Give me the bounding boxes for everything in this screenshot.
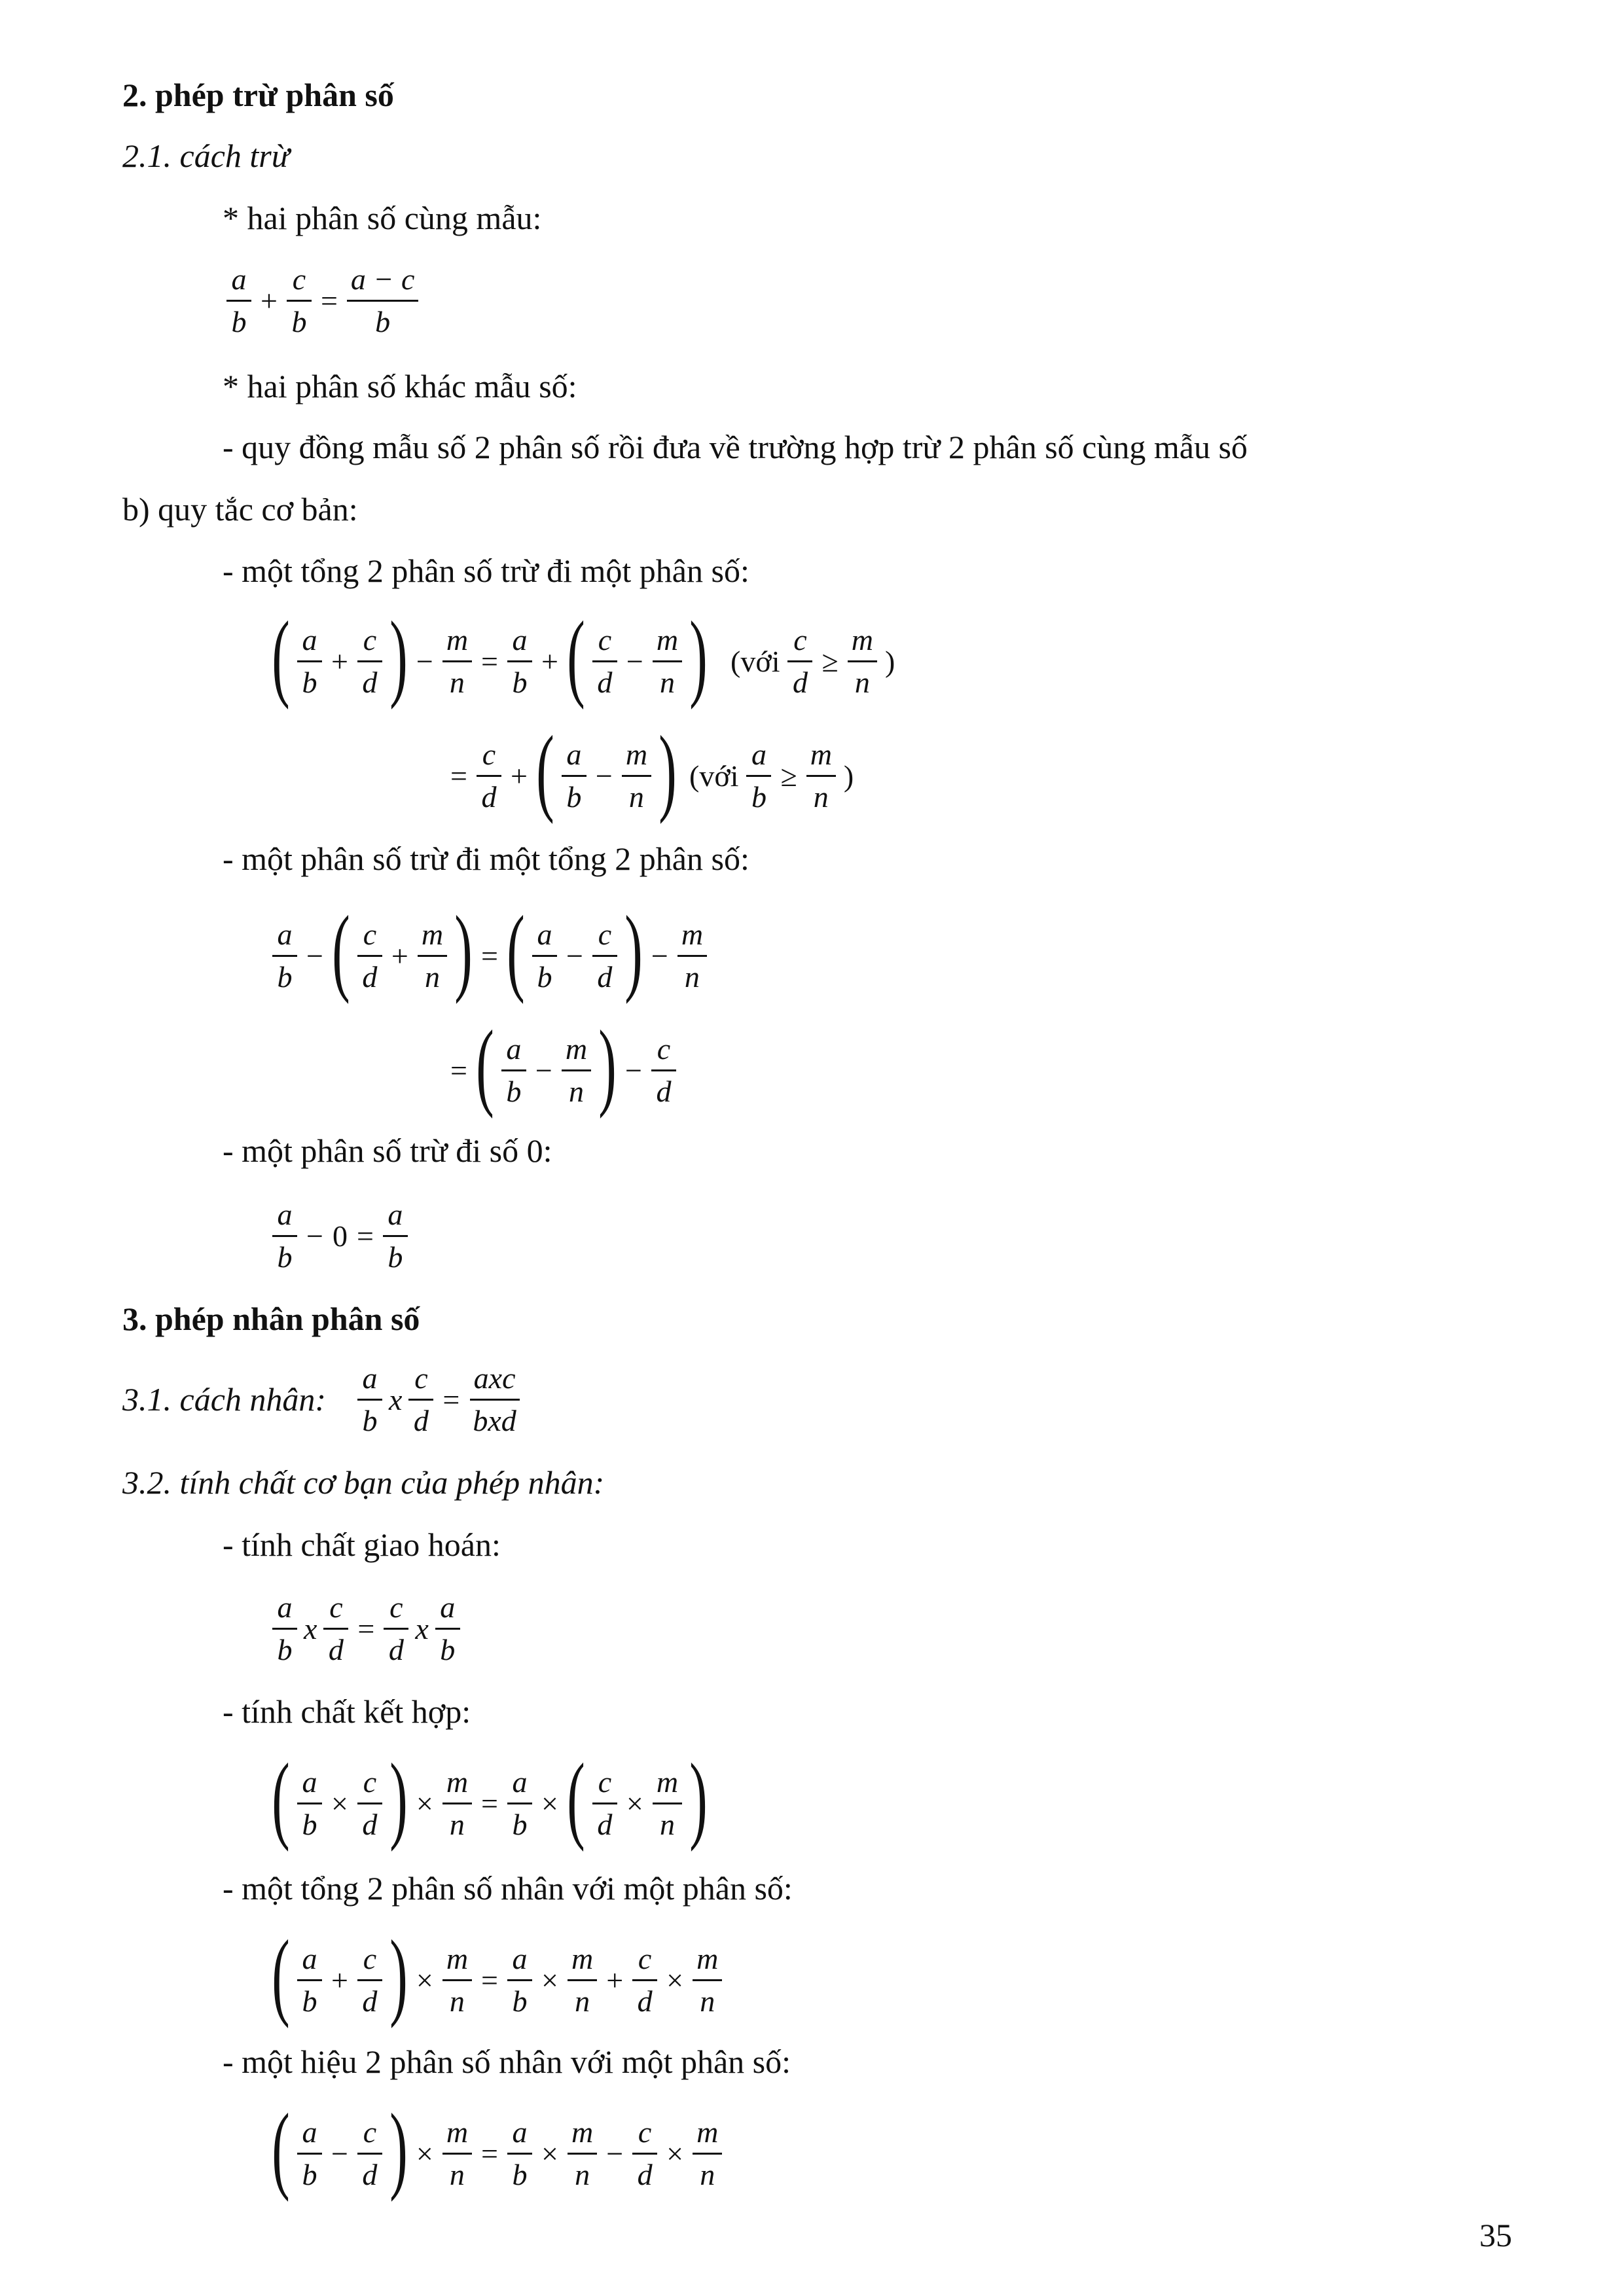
- fraction-denominator: d: [413, 1404, 429, 1437]
- fraction-numerator: a: [383, 1194, 408, 1237]
- fraction-denominator: n: [628, 780, 644, 814]
- formula-multiplication: [353, 1358, 524, 1441]
- fraction-numerator: a: [297, 2112, 322, 2155]
- fraction-numerator: a: [501, 1029, 526, 1071]
- fraction: [507, 2112, 532, 2195]
- formula-minus-sum-1: [268, 896, 711, 1005]
- fraction-numerator: c: [592, 1762, 617, 1804]
- fraction-denominator: b: [512, 665, 528, 699]
- parenthesis: (: [507, 896, 525, 1005]
- fraction: [632, 2112, 657, 2195]
- math-operator: ×: [541, 1786, 558, 1820]
- difference-times-fraction-label: - một hiệu 2 phân số nhân với một phân số:: [223, 2043, 791, 2080]
- math-operator: ×: [541, 1963, 558, 1997]
- math-operator: −: [306, 1219, 323, 1253]
- fraction-numerator: m: [568, 2112, 597, 2155]
- fraction-denominator: n: [449, 1807, 465, 1841]
- fraction-numerator: a: [297, 620, 322, 662]
- fraction-numerator: m: [442, 1762, 472, 1804]
- fraction-numerator: c: [477, 734, 501, 777]
- fraction: [592, 620, 617, 703]
- parenthesis: (: [272, 1920, 290, 2029]
- fraction: [357, 1762, 382, 1845]
- fraction: [226, 259, 251, 342]
- fraction-numerator: m: [568, 1939, 597, 1981]
- fraction-numerator: c: [287, 259, 312, 302]
- parenthesis: (: [567, 601, 585, 710]
- parenthesis: (: [536, 716, 554, 825]
- fraction-numerator: m: [693, 2112, 722, 2155]
- fraction-numerator: m: [418, 914, 447, 957]
- formula-sum-minus-2: [445, 716, 857, 825]
- fraction-numerator: a: [297, 1762, 322, 1804]
- fraction-numerator: m: [677, 914, 707, 957]
- math-operator: ×: [666, 2136, 684, 2170]
- math-operator: ×: [666, 1963, 684, 1997]
- fraction-denominator: d: [792, 665, 808, 699]
- math-operator: ≥: [821, 644, 839, 678]
- commutative-label: - tính chất giao hoán:: [223, 1526, 501, 1563]
- formula-distributive-difference: [268, 2094, 726, 2202]
- formula-minus-zero: [268, 1194, 412, 1278]
- fraction: [532, 914, 557, 997]
- fraction-numerator: m: [622, 734, 651, 777]
- math-operator: −: [416, 644, 433, 678]
- parenthesis: ): [389, 1920, 408, 2029]
- fraction-denominator: n: [449, 2157, 465, 2191]
- parenthesis: ): [389, 601, 408, 710]
- formula-sum-minus-1: [268, 601, 899, 710]
- fraction-numerator: c: [632, 2112, 657, 2155]
- math-operator: ×: [416, 1963, 433, 1997]
- math-operator: +: [606, 1963, 624, 1997]
- fraction-numerator: m: [653, 620, 682, 662]
- fraction: [357, 1358, 382, 1441]
- fraction: [693, 2112, 722, 2195]
- fraction-denominator: d: [362, 960, 378, 994]
- math-operator: −: [566, 939, 583, 973]
- fraction-numerator: a: [746, 734, 771, 777]
- fraction-denominator: d: [637, 2157, 653, 2191]
- fraction: [383, 1194, 408, 1278]
- fraction-denominator: b: [302, 1807, 317, 1841]
- fraction-denominator: d: [362, 1984, 378, 2018]
- parenthesis: ): [689, 601, 708, 710]
- section-3-heading: 3. phép nhân phân số: [122, 1300, 420, 1337]
- fraction: [357, 914, 382, 997]
- fraction: [568, 2112, 597, 2195]
- parenthesis: (: [272, 1744, 290, 1852]
- fraction-denominator: b: [751, 780, 767, 814]
- fraction-denominator: b: [512, 1807, 528, 1841]
- fraction-numerator: m: [442, 620, 472, 662]
- math-operator: =: [357, 1612, 375, 1645]
- same-denominator-label: * hai phân số cùng mẫu:: [223, 200, 542, 236]
- fraction: [357, 1939, 382, 2022]
- math-operator: ×: [416, 2136, 433, 2170]
- math-operator: +: [331, 644, 348, 678]
- fraction-denominator: b: [440, 1633, 456, 1666]
- parenthesis: ): [598, 1011, 617, 1119]
- formula-distributive-sum: [268, 1920, 726, 2029]
- fraction: [297, 620, 322, 703]
- formula-same-denominator: [223, 259, 422, 342]
- fraction: [562, 1029, 591, 1112]
- fraction-numerator: c: [323, 1587, 348, 1630]
- math-operator: −: [595, 759, 613, 793]
- math-text: (với: [689, 759, 739, 793]
- fraction-denominator: b: [277, 1240, 293, 1274]
- fraction-denominator: n: [449, 1984, 465, 2018]
- math-operator: +: [510, 759, 528, 793]
- subsection-3-2: 3.2. tính chất cơ bạn của phép nhân:: [122, 1464, 605, 1501]
- fraction-denominator: b: [362, 1404, 378, 1437]
- formula-commutative: [268, 1587, 464, 1670]
- associative-label: - tính chất kết hợp:: [223, 1693, 471, 1730]
- fraction-numerator: m: [442, 2112, 472, 2155]
- fraction-numerator: c: [632, 1939, 657, 1981]
- math-text: ): [884, 644, 895, 678]
- fraction: [568, 1939, 597, 2022]
- math-text: ): [843, 759, 854, 793]
- fraction-numerator: c: [357, 1762, 382, 1804]
- fraction-numerator: a: [507, 620, 532, 662]
- fraction-denominator: b: [537, 960, 552, 994]
- fraction-denominator: b: [277, 1633, 293, 1666]
- fraction-numerator: c: [592, 620, 617, 662]
- sum-times-fraction-label: - một tổng 2 phân số nhân với một phân số:: [223, 1870, 793, 1907]
- different-denominator-label: * hai phân số khác mẫu số:: [223, 368, 577, 404]
- fraction: [442, 620, 472, 703]
- subsection-2-1: 2.1. cách trừ: [122, 137, 290, 174]
- fraction: [653, 620, 682, 703]
- fraction: [272, 914, 297, 997]
- parenthesis: (: [272, 601, 290, 710]
- fraction-numerator: a: [507, 1939, 532, 1981]
- fraction-denominator: d: [362, 1807, 378, 1841]
- fraction-denominator: n: [659, 1807, 675, 1841]
- fraction: [357, 620, 382, 703]
- fraction-denominator: b: [388, 1240, 403, 1274]
- fraction: [507, 1762, 532, 1845]
- fraction: [677, 914, 707, 997]
- fraction-denominator: d: [388, 1633, 404, 1666]
- fraction-denominator: b: [506, 1074, 522, 1108]
- math-operator: +: [331, 1963, 348, 1997]
- fraction-numerator: m: [653, 1762, 682, 1804]
- fraction: [297, 1939, 322, 2022]
- fraction-denominator: b: [302, 665, 317, 699]
- fraction: [653, 1762, 682, 1845]
- fraction: [357, 2112, 382, 2195]
- fraction: [651, 1029, 676, 1112]
- fraction-numerator: m: [562, 1029, 591, 1071]
- fraction: [746, 734, 771, 817]
- math-operator: =: [481, 644, 498, 678]
- fraction-denominator: n: [854, 665, 870, 699]
- parenthesis: ): [659, 716, 677, 825]
- fraction-numerator: c: [357, 1939, 382, 1981]
- parenthesis: (: [476, 1011, 494, 1119]
- fraction-denominator: d: [362, 665, 378, 699]
- fraction-numerator: a − c: [347, 259, 418, 302]
- fraction: [632, 1939, 657, 2022]
- fraction: [562, 734, 586, 817]
- math-operator: −: [626, 644, 643, 678]
- fraction: [418, 914, 447, 997]
- fraction: [442, 1762, 472, 1845]
- math-operator: =: [481, 1963, 498, 1997]
- fraction-numerator: c: [357, 914, 382, 957]
- parenthesis: (: [332, 896, 350, 1005]
- fraction: [507, 1939, 532, 2022]
- math-operator: −: [625, 1053, 642, 1087]
- fraction: [272, 1587, 297, 1670]
- fraction-numerator: a: [507, 2112, 532, 2155]
- fraction-denominator: b: [512, 2157, 528, 2191]
- page-number: 35: [1479, 2217, 1512, 2253]
- fraction-numerator: m: [442, 1939, 472, 1981]
- fraction-numerator: a: [226, 259, 251, 302]
- fraction: [347, 259, 418, 342]
- fraction: [507, 620, 532, 703]
- parenthesis: (: [272, 2094, 290, 2202]
- fraction: [469, 1358, 520, 1441]
- fraction-denominator: b: [302, 1984, 317, 2018]
- fraction-denominator: n: [684, 960, 700, 994]
- math-operator: =: [481, 939, 498, 973]
- fraction-denominator: b: [302, 2157, 317, 2191]
- fraction: [297, 2112, 322, 2195]
- fraction: [501, 1029, 526, 1112]
- math-text: 0: [332, 1219, 348, 1253]
- parenthesis: ): [389, 1744, 408, 1852]
- fraction-numerator: a: [532, 914, 557, 957]
- fraction: [272, 1194, 297, 1278]
- formula-minus-sum-2: [445, 1011, 680, 1119]
- math-operator: x: [389, 1383, 403, 1416]
- math-operator: =: [481, 2136, 498, 2170]
- fraction-denominator: d: [637, 1984, 653, 2018]
- section-2-heading: 2. phép trừ phân số: [122, 77, 394, 113]
- math-operator: −: [306, 939, 323, 973]
- fraction-denominator: d: [656, 1074, 672, 1108]
- fraction-numerator: a: [272, 1587, 297, 1630]
- fraction-denominator: n: [659, 665, 675, 699]
- fraction-denominator: bxd: [473, 1404, 516, 1437]
- fraction-numerator: m: [848, 620, 877, 662]
- fraction: [787, 620, 812, 703]
- fraction-numerator: a: [297, 1939, 322, 1981]
- fraction-numerator: a: [507, 1762, 532, 1804]
- math-operator: x: [304, 1612, 317, 1645]
- fraction-denominator: n: [700, 2157, 715, 2191]
- fraction: [442, 1939, 472, 2022]
- subsection-3-1: 3.1. cách nhân:: [122, 1381, 327, 1418]
- math-operator: +: [541, 644, 558, 678]
- fraction-numerator: a: [272, 914, 297, 957]
- parenthesis: ): [624, 896, 643, 1005]
- math-operator: +: [391, 939, 408, 973]
- fraction-denominator: d: [362, 2157, 378, 2191]
- math-operator: =: [450, 759, 467, 793]
- math-operator: ×: [541, 2136, 558, 2170]
- fraction-numerator: c: [651, 1029, 676, 1071]
- different-denominator-rule: - quy đồng mẫu số 2 phân số rồi đưa về trường hợp trừ 2 phân số cùng mẫu số: [223, 429, 1248, 465]
- fraction: [477, 734, 501, 817]
- fraction-numerator: c: [787, 620, 812, 662]
- fraction-denominator: b: [375, 305, 391, 338]
- rule-sum-minus-fraction: - một tổng 2 phân số trừ đi một phân số:: [223, 552, 749, 589]
- fraction: [435, 1587, 460, 1670]
- fraction: [287, 259, 312, 342]
- math-operator: −: [535, 1053, 552, 1087]
- math-operator: −: [651, 939, 668, 973]
- fraction-denominator: d: [597, 960, 613, 994]
- rule-minus-zero: - một phân số trừ đi số 0:: [223, 1132, 552, 1169]
- parenthesis: ): [689, 1744, 708, 1852]
- fraction-numerator: a: [435, 1587, 460, 1630]
- parenthesis: ): [389, 2094, 408, 2202]
- math-operator: =: [320, 284, 338, 317]
- fraction: [384, 1587, 408, 1670]
- math-operator: −: [606, 2136, 624, 2170]
- fraction: [323, 1587, 348, 1670]
- fraction-denominator: b: [512, 1984, 528, 2018]
- math-operator: =: [356, 1219, 374, 1253]
- fraction-denominator: b: [566, 780, 582, 814]
- fraction-numerator: c: [357, 620, 382, 662]
- fraction: [442, 2112, 472, 2195]
- math-operator: ×: [626, 1786, 643, 1820]
- math-operator: +: [261, 284, 278, 317]
- fraction-denominator: d: [481, 780, 497, 814]
- fraction-denominator: d: [597, 665, 613, 699]
- fraction: [622, 734, 651, 817]
- fraction: [848, 620, 877, 703]
- math-operator: ×: [331, 1786, 348, 1820]
- basic-rules-heading: b) quy tắc cơ bản:: [122, 491, 358, 528]
- fraction: [693, 1939, 722, 2022]
- fraction-numerator: c: [592, 914, 617, 957]
- math-operator: x: [415, 1612, 429, 1645]
- fraction-numerator: m: [693, 1939, 722, 1981]
- fraction: [408, 1358, 433, 1441]
- fraction: [806, 734, 836, 817]
- fraction-numerator: a: [272, 1194, 297, 1237]
- math-operator: −: [331, 2136, 348, 2170]
- math-operator: =: [481, 1786, 498, 1820]
- fraction-denominator: d: [328, 1633, 344, 1666]
- fraction-numerator: c: [408, 1358, 433, 1401]
- fraction-denominator: b: [231, 305, 247, 338]
- fraction-denominator: n: [700, 1984, 715, 2018]
- fraction-denominator: n: [575, 2157, 590, 2191]
- rule-fraction-minus-sum: - một phân số trừ đi một tổng 2 phân số:: [223, 840, 749, 877]
- math-operator: =: [442, 1383, 460, 1416]
- fraction-denominator: b: [291, 305, 307, 338]
- fraction-numerator: a: [357, 1358, 382, 1401]
- fraction-denominator: n: [568, 1074, 584, 1108]
- fraction-denominator: n: [813, 780, 829, 814]
- math-text: (với: [731, 644, 780, 678]
- fraction-numerator: m: [806, 734, 836, 777]
- math-operator: ×: [416, 1786, 433, 1820]
- fraction-numerator: axc: [470, 1358, 520, 1401]
- fraction-numerator: a: [562, 734, 586, 777]
- fraction-numerator: c: [384, 1587, 408, 1630]
- formula-associative: [268, 1744, 711, 1852]
- fraction: [592, 1762, 617, 1845]
- fraction-denominator: d: [597, 1807, 613, 1841]
- parenthesis: ): [454, 896, 473, 1005]
- parenthesis: (: [567, 1744, 585, 1852]
- fraction: [592, 914, 617, 997]
- fraction-numerator: c: [357, 2112, 382, 2155]
- fraction: [297, 1762, 322, 1845]
- fraction-denominator: n: [424, 960, 440, 994]
- fraction-denominator: n: [575, 1984, 590, 2018]
- fraction-denominator: n: [449, 665, 465, 699]
- math-operator: ≥: [780, 759, 797, 793]
- fraction-denominator: b: [277, 960, 293, 994]
- math-operator: =: [450, 1053, 467, 1087]
